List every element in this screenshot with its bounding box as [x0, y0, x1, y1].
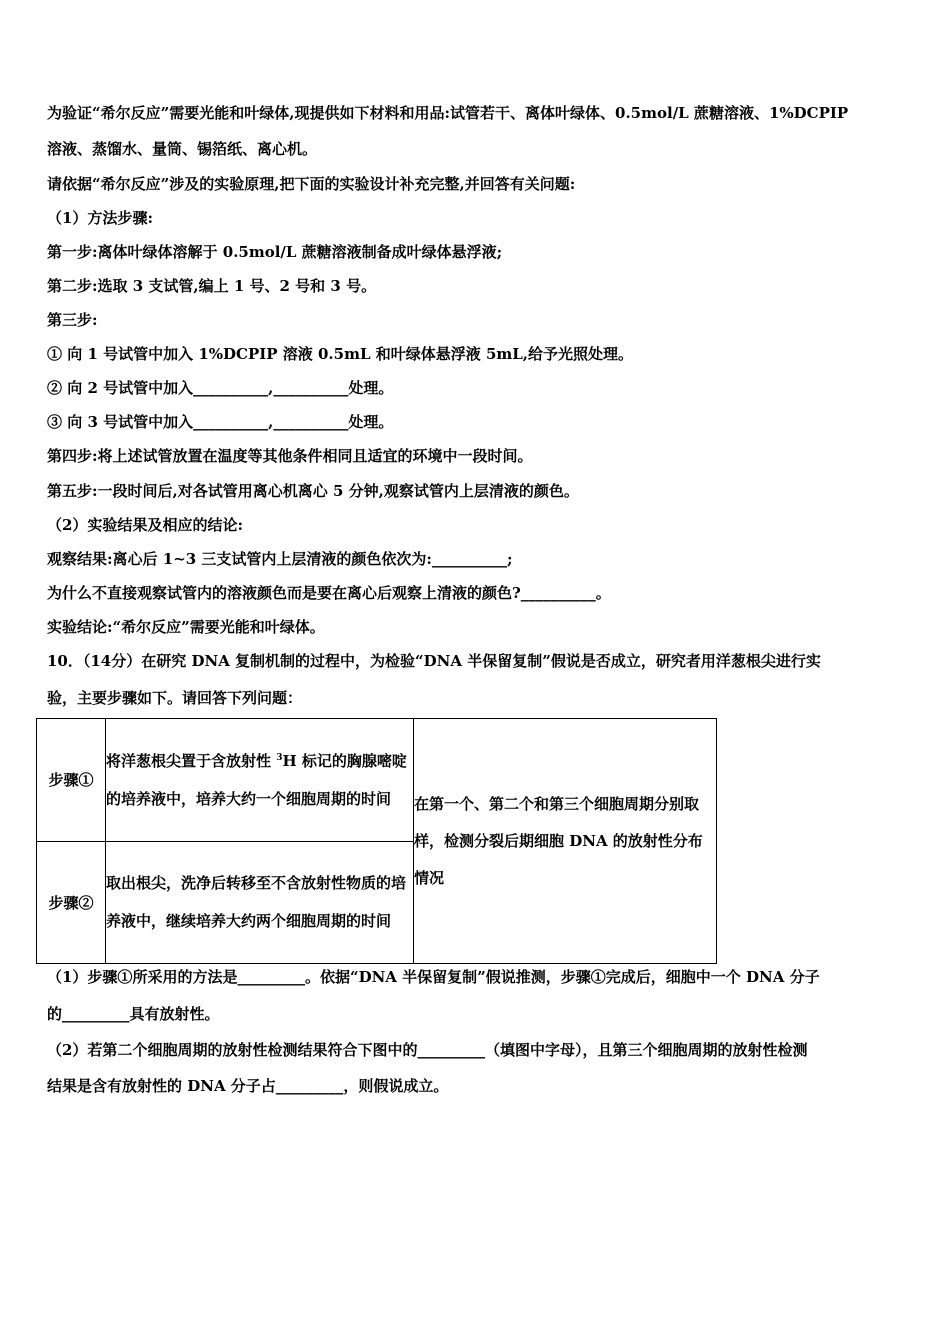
tube-2-comma: , — [268, 379, 274, 397]
answer-2-line-1 — [47, 1040, 807, 1060]
step-5-text: 第五步:一段时间后,对各试管用离心机离心 5 分钟,观察试管内上层清液的颜色。 — [47, 482, 579, 500]
answer-2-cont-prefix: 结果是含有放射性的 DNA 分子占 — [47, 1077, 276, 1095]
answer-1-line-1 — [47, 967, 820, 987]
answer-1-line-2 — [47, 1004, 220, 1024]
answer-2-line-2 — [47, 1076, 448, 1096]
steps-table — [36, 718, 717, 964]
answer-2-suffix: ，则假说成立。 — [343, 1077, 449, 1095]
why-question-blank: __________ — [520, 584, 596, 602]
answer-1-middle: 。依据“DNA 半保留复制”假说推测，步骤①完成后，细胞中一个 DNA 分子 — [304, 968, 820, 986]
answer-1-cont-prefix: 的 — [47, 1005, 63, 1023]
answer-2-middle: （填图中字母），且第三个细胞周期的放射性检测 — [484, 1041, 808, 1059]
conclusion-text: 实验结论:“希尔反应”需要光能和叶绿体。 — [47, 618, 325, 636]
observation-text — [47, 549, 513, 569]
observation-prefix: 观察结果:离心后 1~3 三支试管内上层清液的颜色依次为: — [47, 550, 432, 568]
answer-2-blank-2: _________ — [275, 1077, 344, 1095]
tube-2-blank-1: __________ — [193, 379, 269, 397]
sampling-description: 在第一个、第二个和第三个细胞周期分别取样，检测分裂后期细胞 DNA 的放射性分布情况 — [414, 719, 717, 964]
step-4-text: 第四步:将上述试管放置在温度等其他条件相同且适宜的环境中一段时间。 — [47, 447, 533, 465]
table-row — [37, 719, 717, 842]
instruction-line: 请依据“希尔反应”涉及的实验原理,把下面的实验设计补充完整,并回答有关问题: — [47, 175, 576, 193]
section-1-heading: （1）方法步骤: — [47, 209, 153, 227]
tube-2-suffix: 处理。 — [348, 379, 394, 397]
tube-2-blank-2: __________ — [273, 379, 349, 397]
step-2-text: 第二步:选取 3 支试管,编上 1 号、2 号和 3 号。 — [47, 277, 377, 295]
why-question-prefix: 为什么不直接观察试管内的溶液颜色而是要在离心后观察上清液的颜色? — [47, 584, 521, 602]
answer-1-suffix: 具有放射性。 — [129, 1005, 220, 1023]
intro-line-2: 溶液、蒸馏水、量筒、锡箔纸、离心机。 — [47, 140, 318, 158]
answer-2-blank-1: _________ — [417, 1041, 485, 1059]
tube-3-blank-1: __________ — [193, 413, 269, 431]
observation-suffix: ; — [506, 550, 513, 568]
tube-3-prefix: ③ 向 3 号试管中加入 — [47, 413, 194, 431]
tube-3-blank-2: __________ — [273, 413, 349, 431]
step-3-text: 第三步: — [47, 311, 98, 329]
tube-2-text — [47, 378, 393, 398]
observation-blank: __________ — [431, 550, 507, 568]
why-question-suffix: 。 — [595, 584, 611, 602]
step-1-description — [106, 719, 414, 842]
answer-2-prefix: （2）若第二个细胞周期的放射性检测结果符合下图中的 — [47, 1041, 418, 1059]
answer-1-blank-1: _________ — [237, 968, 305, 986]
step-2-label: 步骤② — [37, 841, 106, 964]
tube-1-text: ① 向 1 号试管中加入 1%DCPIP 溶液 0.5mL 和叶绿体悬浮液 5mL,给予光照处理。 — [47, 345, 634, 363]
tube-3-comma: , — [268, 413, 274, 431]
tube-3-suffix: 处理。 — [348, 413, 394, 431]
why-question-text — [47, 583, 611, 603]
step-1-text: 第一步:离体叶绿体溶解于 0.5mol/L 蔗糖溶液制备成叶绿体悬浮液; — [47, 243, 503, 261]
step-1-label: 步骤① — [37, 719, 106, 842]
step-1-desc-part-1: 将洋葱根尖置于含放射性 — [106, 751, 277, 770]
step-1-superscript: 3 — [276, 752, 283, 763]
answer-1-blank-2: _________ — [62, 1005, 130, 1023]
section-2-heading: （2）实验结果及相应的结论: — [47, 516, 243, 534]
question-10-line-1: 10．（14分）在研究 DNA 复制机制的过程中，为检验“DNA 半保留复制”假说是否成立，研究者用洋葱根尖进行实 — [47, 652, 821, 670]
question-10-line-2: 验，主要步骤如下。请回答下列问题： — [47, 689, 303, 707]
tube-2-prefix: ② 向 2 号试管中加入 — [47, 379, 194, 397]
intro-line-1: 为验证“希尔反应”需要光能和叶绿体,现提供如下材料和用品:试管若干、离体叶绿体、0.5mol/L 蔗糖溶液、1%DCPIP — [47, 104, 849, 122]
answer-1-prefix: （1）步骤①所采用的方法是 — [47, 968, 238, 986]
step-1-desc-part-2: H 标记的胸腺嘧啶的培养液中，培养大约一个细胞周期的时间 — [106, 751, 407, 808]
step-2-description: 取出根尖，洗净后转移至不含放射性物质的培养液中，继续培养大约两个细胞周期的时间 — [106, 841, 414, 964]
tube-3-text — [47, 412, 393, 432]
